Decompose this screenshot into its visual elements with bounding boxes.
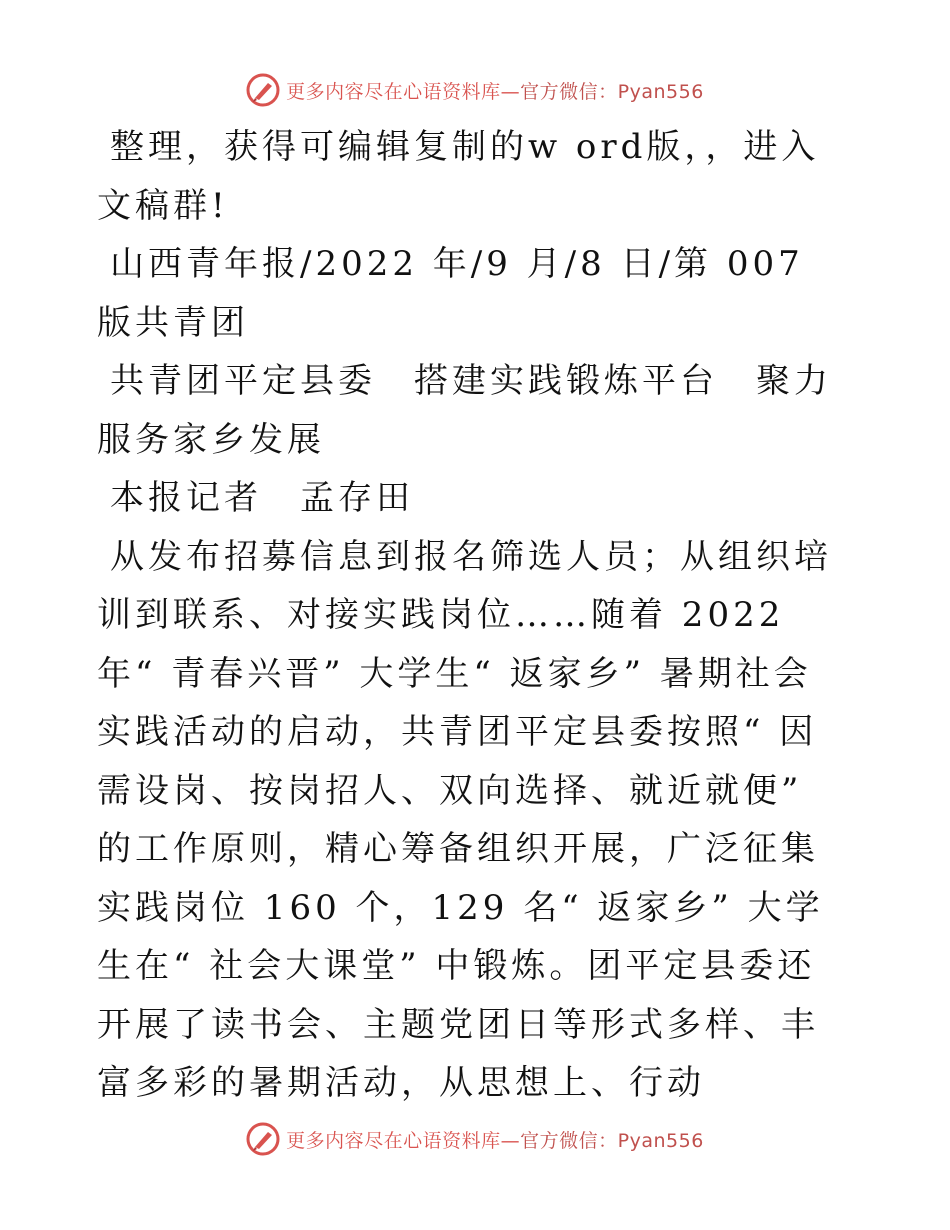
- footer-banner-separator: —: [500, 1129, 521, 1152]
- pen-logo-icon: [246, 1122, 280, 1156]
- article-byline: 本报记者 孟存田: [110, 478, 414, 518]
- paragraph-intro: 整理，获得可编辑复制的w ord版，，进入文稿群!: [97, 127, 820, 226]
- article-body: 从发布招募信息到报名筛选人员；从组织培训到联系、对接实践岗位……随着 2022 年“ 青春兴晋” 大学生“ 返家乡” 暑期社会实践活动的启动，共青团平定县委按照“ 因需设岗、按岗招人、双向选择、就近就便” 的工作原则，精心筹备组织开展，广泛征集实践岗位 160 个，129 名“ 返家乡” 大学生在“ 社会大课堂” 中锻炼。团平定县委还开展了读书会、主题党团日等形式多样、丰富多彩的暑期活动，从思想上、行动: [97, 536, 832, 1103]
- header-banner-separator: —: [500, 80, 521, 103]
- header-banner-contact: 官方微信：Pyan556: [520, 80, 704, 103]
- pen-logo-icon: [246, 73, 280, 107]
- footer-banner-text: [286, 1126, 704, 1153]
- article-title: 共青团平定县委 搭建实践锻炼平台 聚力服务家乡发展: [97, 361, 832, 460]
- footer-banner-title: 更多内容尽在心语资料库: [286, 1129, 501, 1152]
- header-banner-title: 更多内容尽在心语资料库: [286, 80, 501, 103]
- footer-banner: [0, 1119, 950, 1159]
- header-banner: [0, 70, 950, 110]
- footer-banner-contact: 官方微信：Pyan556: [520, 1129, 704, 1152]
- header-banner-text: [286, 77, 704, 104]
- document-body: [97, 118, 847, 1113]
- paragraph-source: 山西青年报/2022 年/9 月/8 日/第 007 版共青团: [97, 244, 804, 343]
